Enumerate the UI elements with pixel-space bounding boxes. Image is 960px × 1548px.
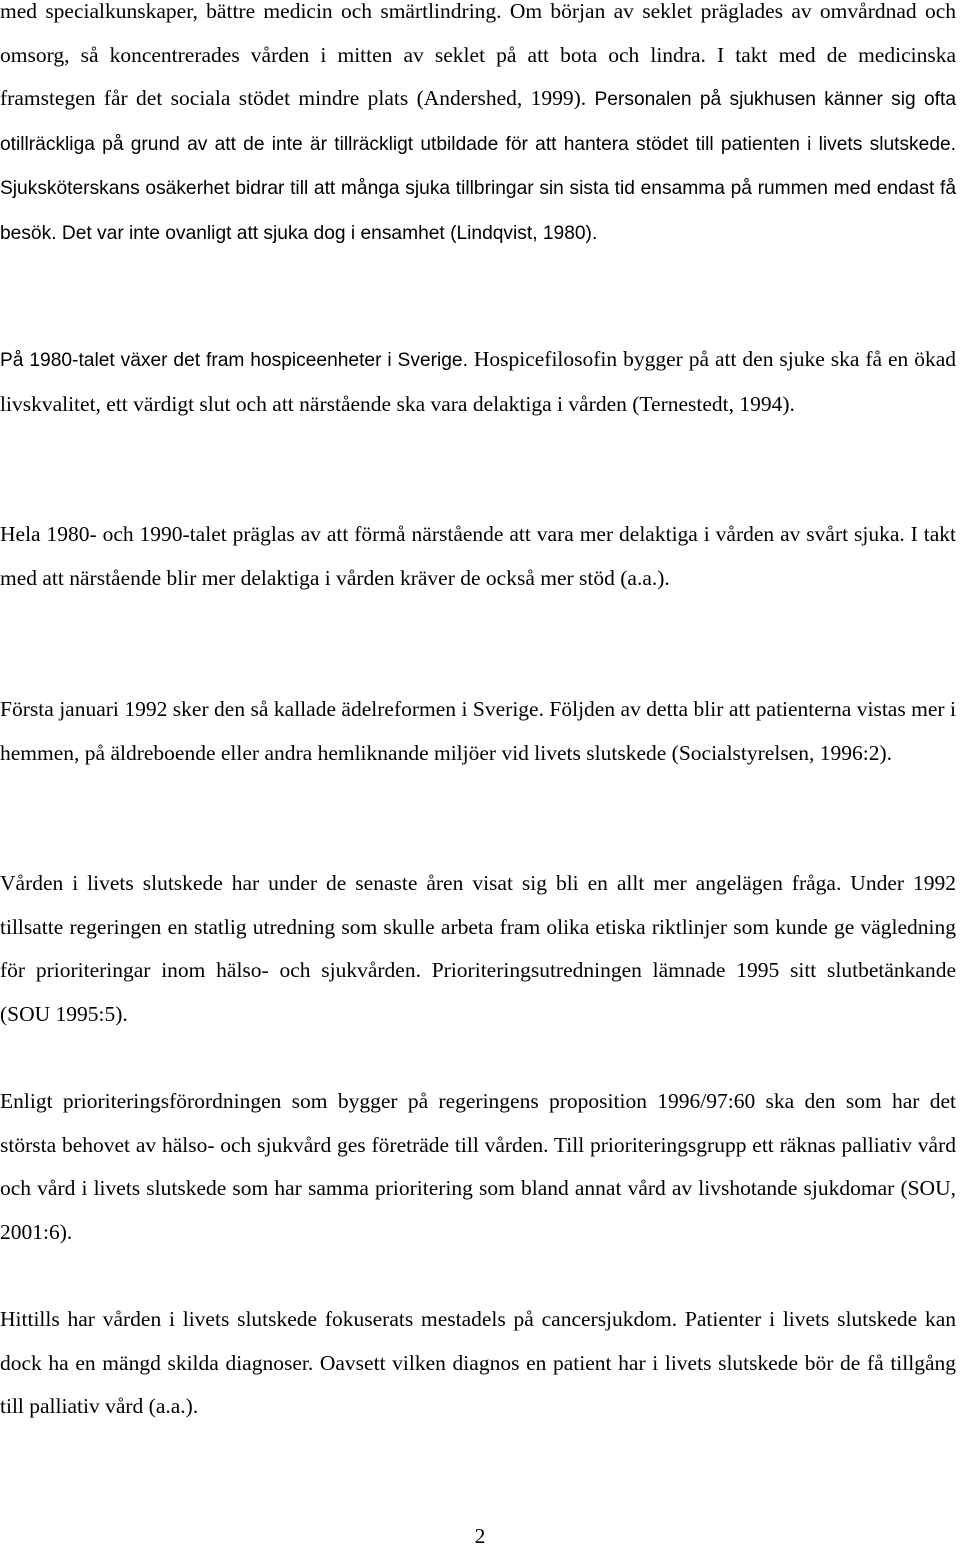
paragraph-prioritization-inquiry: Vården i livets slutskede har under de senaste åren visat sig bli en allt mer angelägen fråga. Under 1992 tillsatte regeringen en statlig utredning som skulle arbeta fram olika etiska riktlinjer som kunde ge vägledning för prioriteringar inom hälso- och sjukvården. Prioriteringsutredningen lämnade 1995 sitt slutbetänkande (SOU 1995:5). bbox=[0, 871, 956, 1026]
text-run: med specialkunskaper, bättre medicin och smärtlindring. Om början av seklet präglades av omvårdnad och omsorg, så koncentrerades vården i mitten av seklet på att bota och lindra. I takt med de medicinska framstegen får det sociala stödet mindre plats (Andershed, 1999). bbox=[0, 0, 956, 111]
text-run: Hospicefilosofin bygger på att den sjuke ska få en ökad livskvalitet, ett värdigt slut och att närstående ska vara delaktiga i vården (Ternestedt, 1994). bbox=[0, 347, 956, 416]
paragraph-adel-reform: Första januari 1992 sker den så kallade ädelreformen i Sverige. Följden av detta blir att patienterna vistas mer i hemmen, på äldreboende eller andra hemliknande miljöer vid livets slutskede (Socialstyrelsen, 1996:2). bbox=[0, 697, 956, 765]
paragraph-relatives: Hela 1980- och 1990-talet präglas av att förmå närstående att vara mer delaktiga i vården av svårt sjuka. I takt med att närstående blir mer delaktiga i vården kräver de också mer stöd (a.a.). bbox=[0, 522, 956, 590]
paragraph-priority-ordinance: Enligt prioriteringsförordningen som bygger på regeringens proposition 1996/97:60 ska den som har det största behovet av hälso- och sjukvård ges företräde till vården. Till prioriteringsgrupp ett räknas palliativ vård och vård i livets slutskede som har samma prioritering som bland annat vård av livshotande sjukdomar (SOU, 2001:6). bbox=[0, 1089, 956, 1244]
page-number: 2 bbox=[474, 1524, 486, 1548]
text-run: På 1980-talet växer det fram hospiceenheter i Sverige. bbox=[0, 350, 474, 371]
text-run: Personalen på sjukhusen känner sig ofta otillräckliga på grund av att de inte är tillräckligt utbildade för att hantera stödet till patienten i livets slutskede. Sjuksköterskans osäkerhet bidrar till att många sjuka tillbringar sin sista tid ensamma på rummen med endast få besök. Det var inte ovanligt att sjuka dog i ensamhet (Lindqvist, 1980). bbox=[0, 89, 957, 244]
paragraph-diagnoses: Hittills har vården i livets slutskede fokuserats mestadels på cancersjukdom. Patienter i livets slutskede kan dock ha en mängd skilda diagnoser. Oavsett vilken diagnos en patient har i livets slutskede bör de få tillgång till palliativ vård (a.a.). bbox=[0, 1307, 956, 1419]
paragraph-history-of-care bbox=[0, 0, 956, 256]
paragraph-hospice bbox=[0, 338, 956, 426]
